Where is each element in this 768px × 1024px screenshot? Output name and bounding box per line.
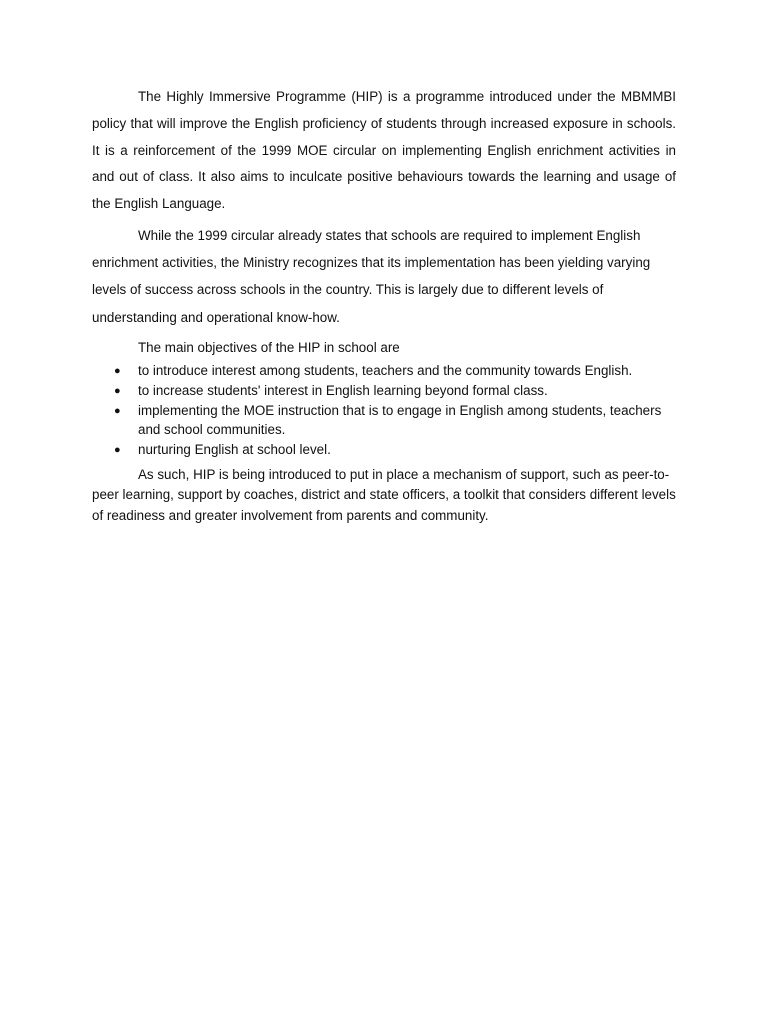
bullet-icon: ● [114,405,121,418]
document-body [92,84,676,526]
bullet-icon: ● [114,444,121,457]
paragraph-1999-circular: While the 1999 circular already states that schools are required to implement English enrichment activities, the Ministry recognizes that its implementation has been yielding varying levels of success across schools in the country. This is largely due to different levels of understanding and operational know-how. [92,227,651,325]
bullet-icon: ● [114,364,121,377]
objectives-list [92,362,676,460]
list-item [92,362,676,381]
objective-text: to increase students' interest in English learning beyond formal class. [138,383,548,399]
bullet-icon: ● [114,385,121,398]
list-item [92,402,676,439]
objective-text: implementing the MOE instruction that is to engage in English among students, teachers and school communities. [138,403,662,437]
paragraph-support-mechanism: As such, HIP is being introduced to put in place a mechanism of support, such as peer-to-peer learning, support by coaches, district and state officers, a toolkit that considers different levels of readiness and greater involvement from parents and community. [92,466,676,523]
list-item [92,441,676,460]
list-item [92,382,676,401]
paragraph-hip-introduction: The Highly Immersive Programme (HIP) is a programme introduced under the MBMMBI policy that will improve the English proficiency of students through increased exposure in schools. It is a reinforcement of the 1999 MOE circular on implementing English enrichment activities in and out of class. It also aims to inculcate positive behaviours towards the learning and usage of the English Language. [92,89,676,212]
objectives-intro: The main objectives of the HIP in school are [138,339,400,355]
objective-text: to introduce interest among students, teachers and the community towards English. [138,362,633,378]
objective-text: nurturing English at school level. [138,442,331,458]
